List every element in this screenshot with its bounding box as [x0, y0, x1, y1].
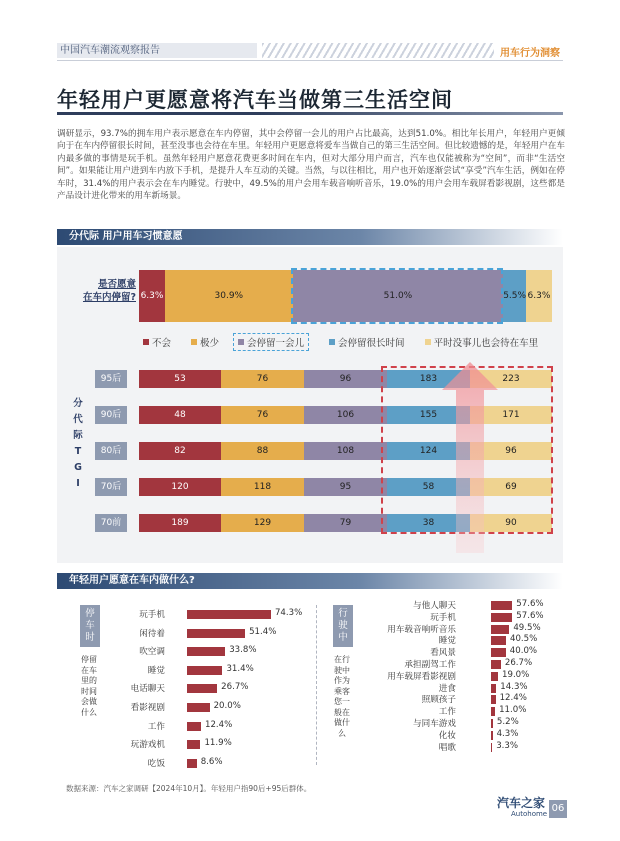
activity-bar [187, 703, 210, 712]
activity-label: 电话聊天 [130, 684, 165, 695]
activity-label: 用车载音响听音乐 [387, 624, 456, 635]
activity-bar [491, 695, 496, 704]
axis-char: 分 [73, 398, 83, 409]
activity-value: 26.7% [221, 682, 249, 693]
intro-paragraph: 调研显示，93.7%的拥车用户表示愿意在车内停留，其中会停留一会儿的用户占比最高，达到51.0%。相比年长用户，年轻用户更倾向于在车内停留很长时间，甚至没事也会待在车里。年轻用户更愿意将爱车当做自己的第三生活空间。但比较遗憾的是，年轻用户在车内最多做的事情是玩手机。虽然年轻用户愿意花费更多时间在车内，但对大部分用户而言，汽车也仅能被称为“空间”，而非“生活空间”。如果能让用户进到车内放下手机，是提升人车互动的关键。当然，与以往相比，用户也开始逐渐尝试“享受”汽车生活，例如在停车时，31.4%的用户表示会在车内睡觉。行驶中，49.5%的用户会用车载音响听音乐，19.0%的用户会用车载屏看影视剧，这些都是产品设计进化带来的用车新场景。 [57, 129, 565, 202]
header-decoration [262, 43, 494, 58]
activity-value: 31.4% [226, 663, 254, 674]
tgi-cell: 79 [304, 514, 387, 532]
activity-value: 33.8% [229, 645, 257, 656]
activity-value: 11.9% [204, 738, 232, 749]
tag-char: 停留 [81, 655, 97, 664]
activity-value: 74.3% [274, 608, 303, 618]
overall-segment: 6.3% [139, 270, 165, 322]
activity-value: 57.6% [516, 599, 544, 609]
tag-char: 里的 [81, 676, 97, 685]
tag-char: 般在 [334, 707, 350, 717]
tag-char: 么 [338, 728, 346, 738]
axis-char: T [74, 446, 82, 457]
legend-item [233, 333, 309, 351]
tgi-cell: 171 [470, 406, 552, 424]
brand-logo: 汽车之家 [497, 796, 546, 810]
activity-bar [491, 613, 512, 622]
activity-value: 12.4% [499, 693, 527, 704]
report-title: 中国汽车潮流观察报告 [57, 43, 257, 58]
tgi-cell: 118 [221, 478, 304, 496]
activity-bar [187, 647, 225, 656]
generation-label: 95后 [95, 370, 127, 388]
tag-char: 中 [338, 632, 348, 643]
legend-item [191, 333, 219, 351]
activity-value: 11.0% [499, 705, 527, 716]
activity-value: 20.0% [213, 701, 241, 711]
tgi-cell: 76 [221, 370, 304, 388]
tag-char: 什么 [81, 707, 97, 717]
generation-label: 70前 [95, 514, 127, 532]
legend-swatch [191, 339, 197, 345]
tgi-cell: 129 [221, 514, 304, 532]
tgi-cell: 95 [304, 478, 387, 496]
driving-tag [333, 605, 353, 647]
tgi-cell: 183 [387, 370, 470, 388]
activity-label: 进食 [438, 683, 456, 694]
activity-label: 承担副驾工作 [404, 660, 456, 670]
activity-bar [187, 684, 217, 693]
activity-value: 19.0% [502, 669, 530, 680]
activity-bar [491, 743, 492, 752]
tgi-cell: 124 [387, 442, 470, 460]
tgi-cell: 96 [470, 442, 552, 460]
tag-char: 做什 [334, 718, 350, 727]
axis-char: 际 [73, 430, 83, 441]
legend-label: 会停留很长时间 [338, 338, 405, 349]
activity-label: 工作 [147, 721, 165, 732]
legend [143, 333, 558, 351]
tgi-cell: 48 [139, 406, 221, 424]
activity-label: 闲待着 [139, 628, 165, 639]
tgi-cell: 69 [470, 478, 552, 496]
activity-value: 12.4% [205, 719, 233, 730]
highlight-box [291, 268, 503, 324]
overall-segment: 5.5% [503, 270, 526, 322]
tag-char: 作为 [334, 676, 350, 685]
arrow-icon [440, 360, 500, 555]
overall-segment: 30.9% [165, 270, 293, 322]
tgi-cell: 120 [139, 478, 221, 496]
activity-label: 睡觉 [147, 665, 165, 676]
legend-item [425, 333, 539, 351]
stay-question [60, 278, 136, 304]
activity-value: 57.6% [516, 610, 544, 621]
tag-char: 在车 [81, 665, 97, 675]
activity-bar [491, 601, 512, 610]
generation-label: 80后 [95, 442, 127, 460]
activity-label: 看影视剧 [130, 703, 165, 713]
legend-swatch [143, 339, 149, 345]
tgi-cell: 108 [304, 442, 387, 460]
tag-char: 会做 [81, 697, 97, 706]
page-title: 年轻用户更愿意将汽车当做第三生活空间 [57, 88, 453, 112]
activity-value: 40.0% [509, 646, 538, 657]
legend-label: 极少 [200, 338, 220, 349]
tag-char: 驶中 [334, 665, 350, 675]
legend-swatch [425, 339, 431, 345]
stay-question-line1: 是否愿意 [97, 279, 136, 290]
tgi-axis-label [72, 396, 84, 492]
activity-label: 吃饭 [147, 758, 165, 769]
activity-bar [187, 666, 222, 675]
activity-label: 用车载屏看影视剧 [387, 671, 456, 682]
activity-bar [491, 625, 509, 634]
section2-title: 年轻用户愿意在车内做什么? [57, 573, 563, 589]
tag-char: 驶 [338, 620, 348, 631]
activity-bar [491, 636, 506, 645]
tgi-cell: 223 [470, 370, 552, 388]
activity-label: 化妆 [438, 730, 456, 741]
legend-swatch [238, 339, 244, 345]
section1-title: 分代际 用户用车习惯意愿 [57, 229, 563, 245]
generation-label: 70后 [95, 478, 127, 496]
activity-value: 14.3% [500, 681, 528, 692]
axis-char: G [74, 462, 82, 473]
activity-bar [187, 722, 201, 731]
tgi-cell: 155 [387, 406, 470, 424]
tgi-cell: 76 [221, 406, 304, 424]
activity-value: 26.7% [504, 658, 533, 668]
tgi-cell: 106 [304, 406, 387, 424]
activity-bar [491, 707, 495, 716]
activity-label: 工作 [438, 707, 456, 718]
data-source: 数据来源：汽车之家调研【2024年10月】。年轻用户指90后+95后群体。 [66, 784, 312, 793]
legend-label: 不会 [152, 338, 172, 349]
activity-label: 吹空调 [139, 647, 165, 658]
tag-char: 车 [85, 620, 95, 631]
activity-label: 照顾孩子 [421, 695, 456, 706]
tag-char: 您一 [334, 697, 350, 706]
activity-value: 3.3% [496, 740, 519, 751]
tag-char: 在行 [334, 655, 350, 664]
activity-value: 49.5% [513, 622, 541, 633]
tag-char: 行 [338, 608, 348, 619]
tgi-cell: 88 [221, 442, 304, 460]
tgi-cell: 53 [139, 370, 221, 388]
activity-value: 51.4% [249, 626, 277, 637]
tgi-cell: 82 [139, 442, 221, 460]
activity-bar [491, 660, 501, 669]
activity-value: 5.2% [496, 717, 519, 727]
tag-char: 时 [85, 632, 95, 643]
activity-value: 8.6% [200, 756, 223, 767]
legend-item [143, 333, 171, 351]
tgi-cell: 90 [470, 514, 552, 532]
tgi-cell: 58 [387, 478, 470, 496]
page-number: 06 [549, 800, 567, 818]
overall-segment: 51.0% [293, 270, 504, 322]
activity-bar [187, 610, 271, 619]
activity-bar [187, 759, 197, 768]
activity-bar [491, 648, 506, 657]
activity-value: 40.5% [509, 634, 538, 645]
tgi-cell: 96 [304, 370, 387, 388]
activity-label: 玩手机 [139, 610, 165, 620]
generation-label: 90后 [95, 406, 127, 424]
section-label: 用车行为洞察 [500, 48, 560, 59]
legend-item [329, 333, 405, 351]
tgi-cell: 189 [139, 514, 221, 532]
activity-label: 睡觉 [438, 636, 456, 647]
brand-subtitle: Autohome [511, 810, 548, 818]
activity-value: 4.3% [496, 728, 519, 739]
activity-label: 玩游戏机 [130, 740, 165, 751]
legend-swatch [329, 339, 335, 345]
title-underline [57, 112, 563, 115]
tag-char: 时间 [81, 686, 97, 696]
activity-label: 看风景 [430, 648, 456, 659]
tag-char: 停 [85, 608, 95, 619]
activity-bar [491, 731, 493, 740]
overall-segment: 6.3% [526, 270, 552, 322]
legend-label: 会停留一会儿 [247, 338, 305, 349]
tag-char: 乘客 [334, 686, 350, 696]
axis-char: I [76, 478, 80, 489]
activity-label: 与同车游戏 [413, 719, 456, 729]
activity-bar [491, 684, 496, 693]
stay-question-line2: 在车内停留? [82, 292, 136, 303]
activity-bar [187, 629, 245, 638]
tgi-cell: 38 [387, 514, 470, 532]
activity-bar [491, 672, 498, 681]
header-divider [57, 60, 563, 61]
axis-char: 代 [73, 414, 83, 425]
activity-bar [187, 740, 200, 749]
activity-label: 与他人聊天 [413, 601, 456, 611]
activity-label: 唱歌 [438, 742, 456, 753]
section2-divider [316, 605, 317, 765]
activity-bar [491, 719, 493, 728]
legend-label: 平时没事儿也会待在车里 [433, 338, 539, 349]
activity-label: 玩手机 [430, 612, 456, 623]
